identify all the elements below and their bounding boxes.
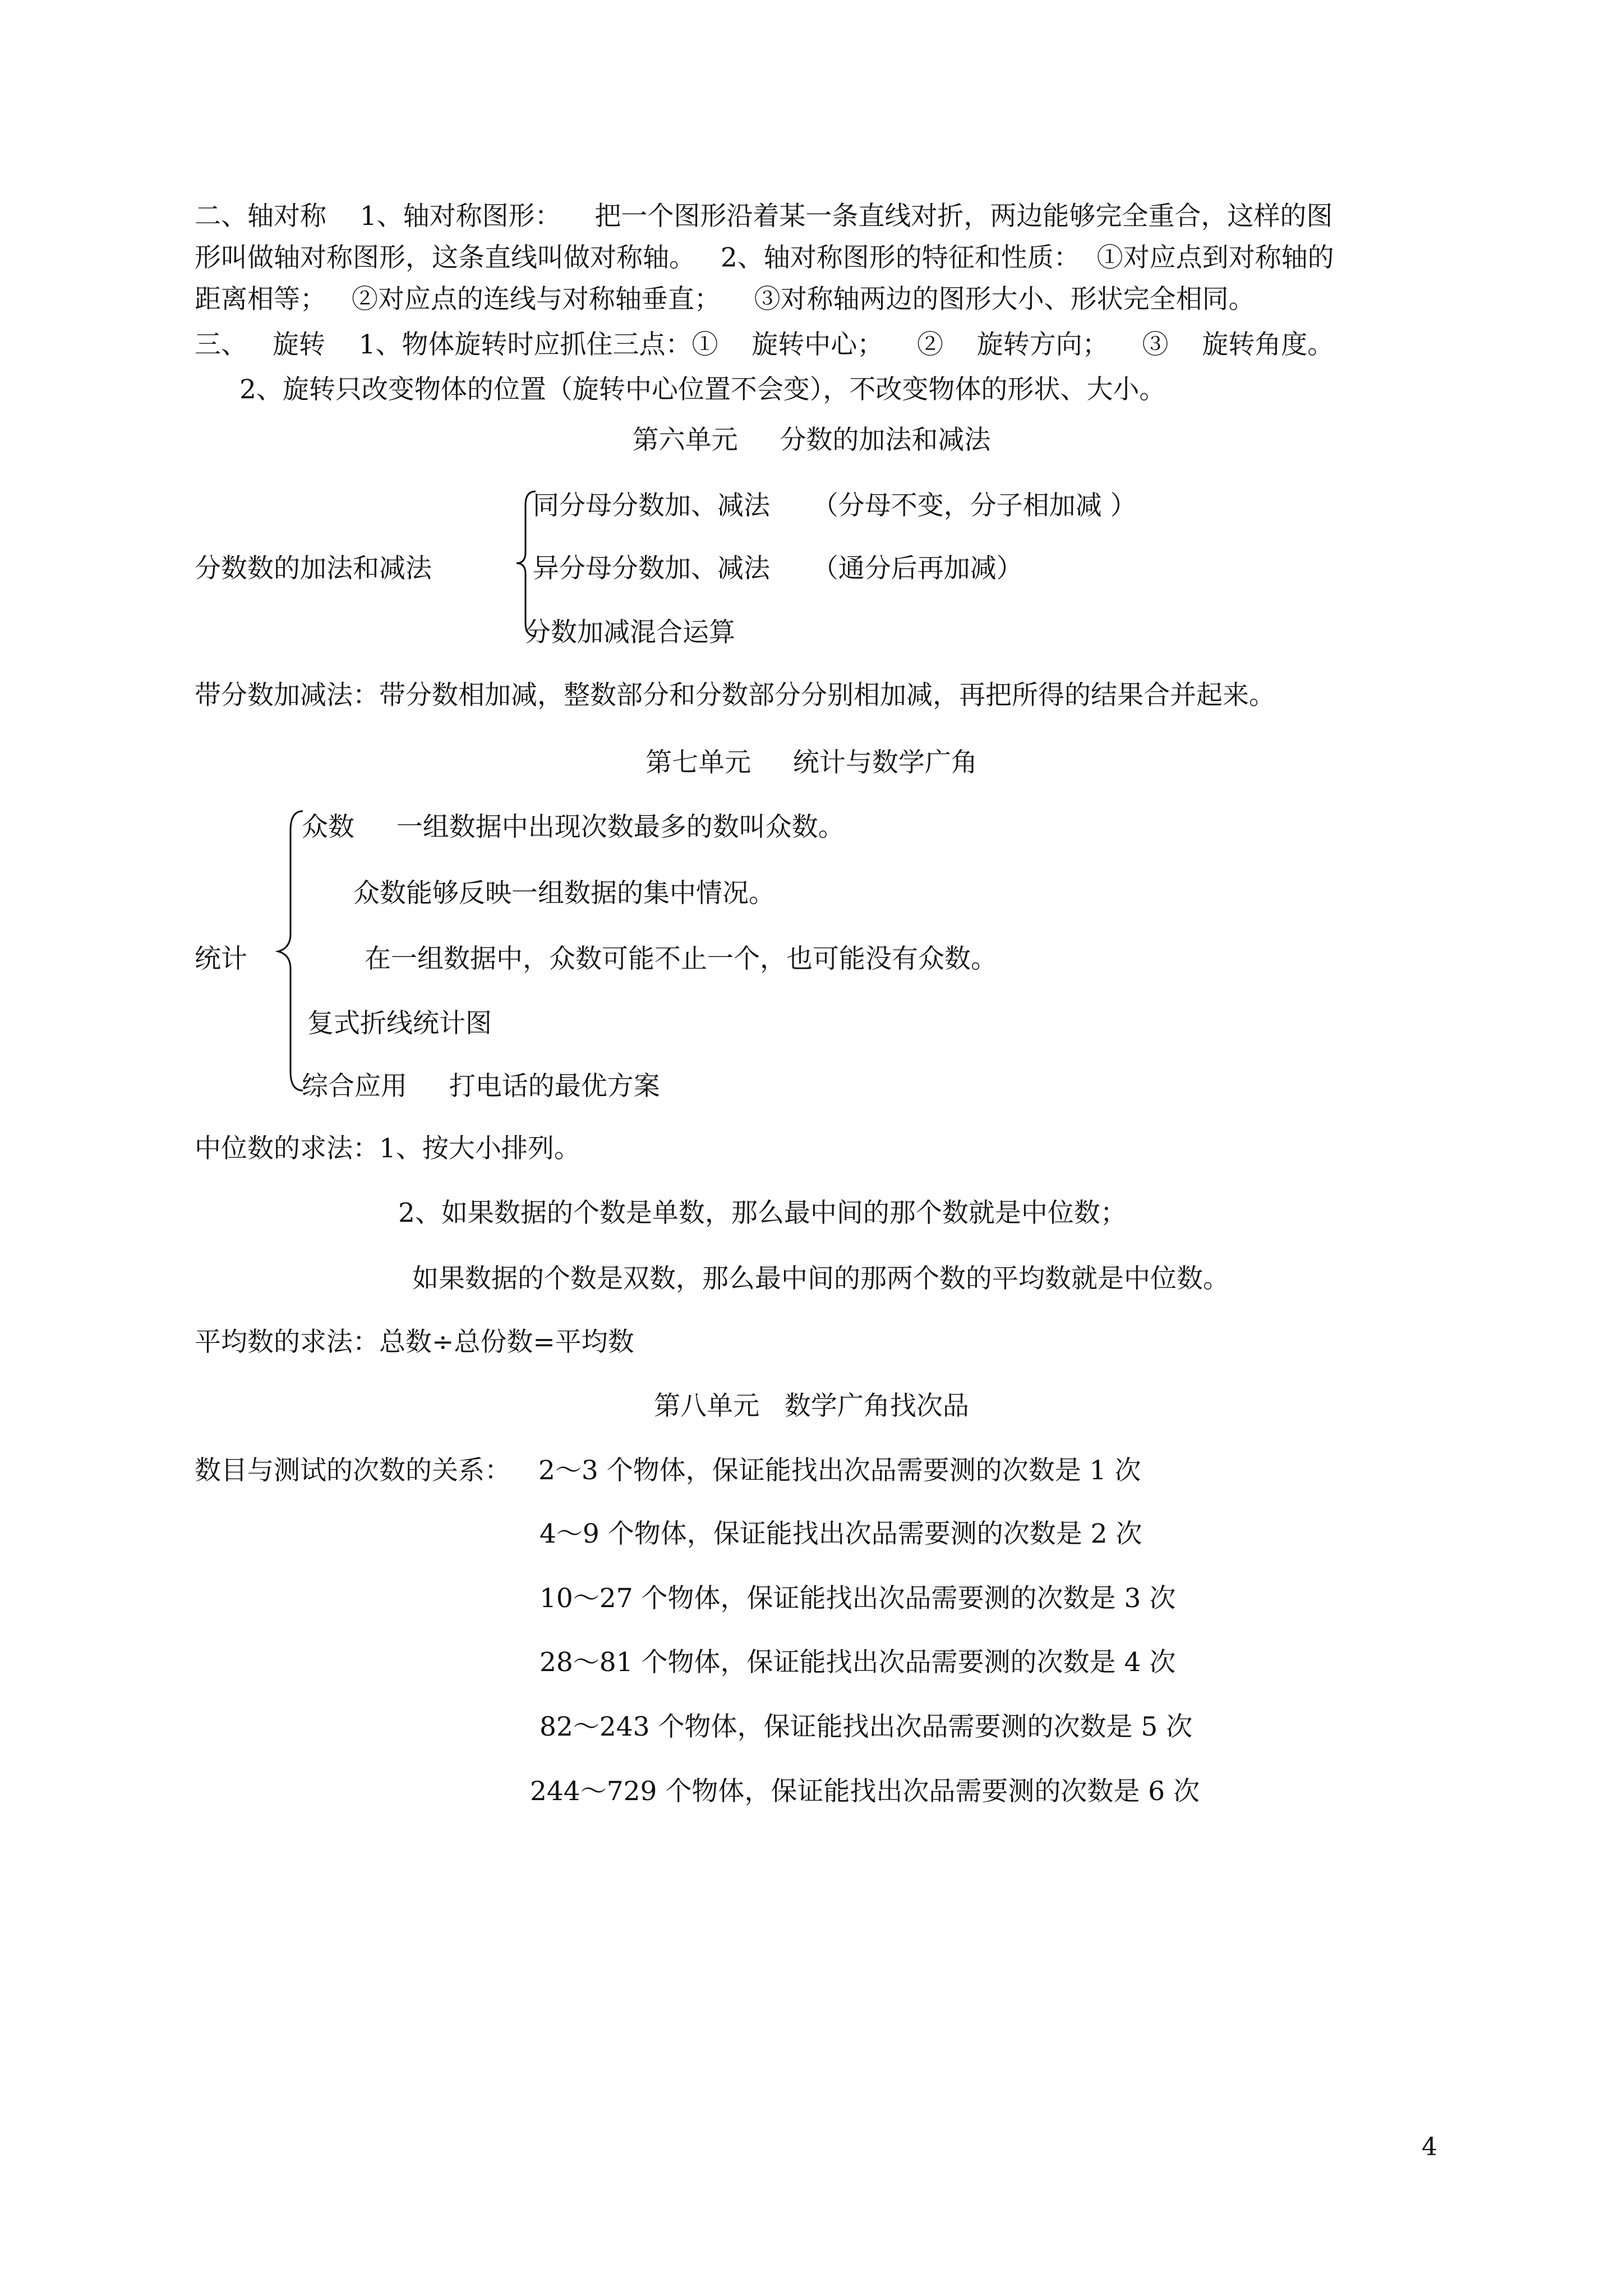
unit8-row: 2～3 个物体，保证能找出次品需要测的次数是 1 次 xyxy=(538,1455,1141,1486)
unit6-branch-1: 同分母分数加、减法 （分母不变，分子相加减 ） xyxy=(533,490,1137,521)
unit7-mode: 众数 一组数据中出现次数最多的数叫众数。 xyxy=(302,812,845,843)
unit8-row: 28～81 个物体，保证能找出次品需要测的次数是 4 次 xyxy=(540,1647,1176,1678)
unit7-mode-note-2: 在一组数据中，众数可能不止一个，也可能没有众数。 xyxy=(365,944,997,974)
unit7-title: 第七单元 统计与数学广角 xyxy=(645,747,978,778)
unit6-mixed-rule: 带分数加减法：带分数相加减，整数部分和分数部分分别相加减，再把所得的结果合并起来。 xyxy=(195,680,1275,711)
unit8-row: 82～243 个物体，保证能找出次品需要测的次数是 5 次 xyxy=(540,1711,1193,1742)
unit8-row: 244～729 个物体，保证能找出次品需要测的次数是 6 次 xyxy=(530,1776,1200,1807)
axis-line-2: 形叫做轴对称图形，这条直线叫做对称轴。 2、轴对称图形的特征和性质： ①对应点到对称轴的 xyxy=(195,242,1334,273)
unit6-root: 分数数的加法和减法 xyxy=(195,553,432,584)
unit8-title: 第八单元 数学广角找次品 xyxy=(654,1391,969,1421)
median-title: 中位数的求法：1、按大小排列。 xyxy=(195,1133,580,1164)
axis-line-1: 二、轴对称 1、轴对称图形： 把一个图形沿着某一条直线对折，两边能够完全重合，这样的图 xyxy=(195,201,1333,232)
page-number: 4 xyxy=(1422,2133,1437,2161)
axis-line-3: 距离相等； ②对应点的连线与对称轴垂直； ③对称轴两边的图形大小、形状完全相同。 xyxy=(195,284,1255,315)
median-step-3: 如果数据的个数是双数，那么最中间的那两个数的平均数就是中位数。 xyxy=(412,1263,1229,1294)
unit8-row: 10～27 个物体，保证能找出次品需要测的次数是 3 次 xyxy=(540,1583,1176,1614)
unit7-mode-note-1: 众数能够反映一组数据的集中情况。 xyxy=(353,878,775,909)
unit6-branch-3: 分数加减混合运算 xyxy=(524,617,735,648)
rotation-line-1: 三、 旋转 1、物体旋转时应抓住三点：① 旋转中心； ② 旋转方向； ③ 旋转角度。 xyxy=(195,329,1334,360)
unit8-row: 4～9 个物体，保证能找出次品需要测的次数是 2 次 xyxy=(540,1519,1142,1549)
unit6-branch-2: 异分母分数加、减法 （通分后再加减） xyxy=(533,553,1023,584)
unit8-lead: 数目与测试的次数的关系： xyxy=(195,1455,511,1486)
median-step-2: 2、如果数据的个数是单数，那么最中间的那个数就是中位数； xyxy=(398,1198,1127,1228)
rotation-line-2: 2、旋转只改变物体的位置（旋转中心位置不会变），不改变物体的形状、大小。 xyxy=(239,374,1166,405)
unit6-title: 第六单元 分数的加法和减法 xyxy=(632,425,991,455)
unit7-line-chart: 复式折线统计图 xyxy=(307,1008,492,1039)
mean-rule: 平均数的求法：总数÷总份数=平均数 xyxy=(195,1327,634,1358)
unit7-brace xyxy=(274,808,307,1094)
unit7-root: 统计 xyxy=(195,944,247,974)
unit7-application: 综合应用 打电话的最优方案 xyxy=(302,1071,660,1102)
